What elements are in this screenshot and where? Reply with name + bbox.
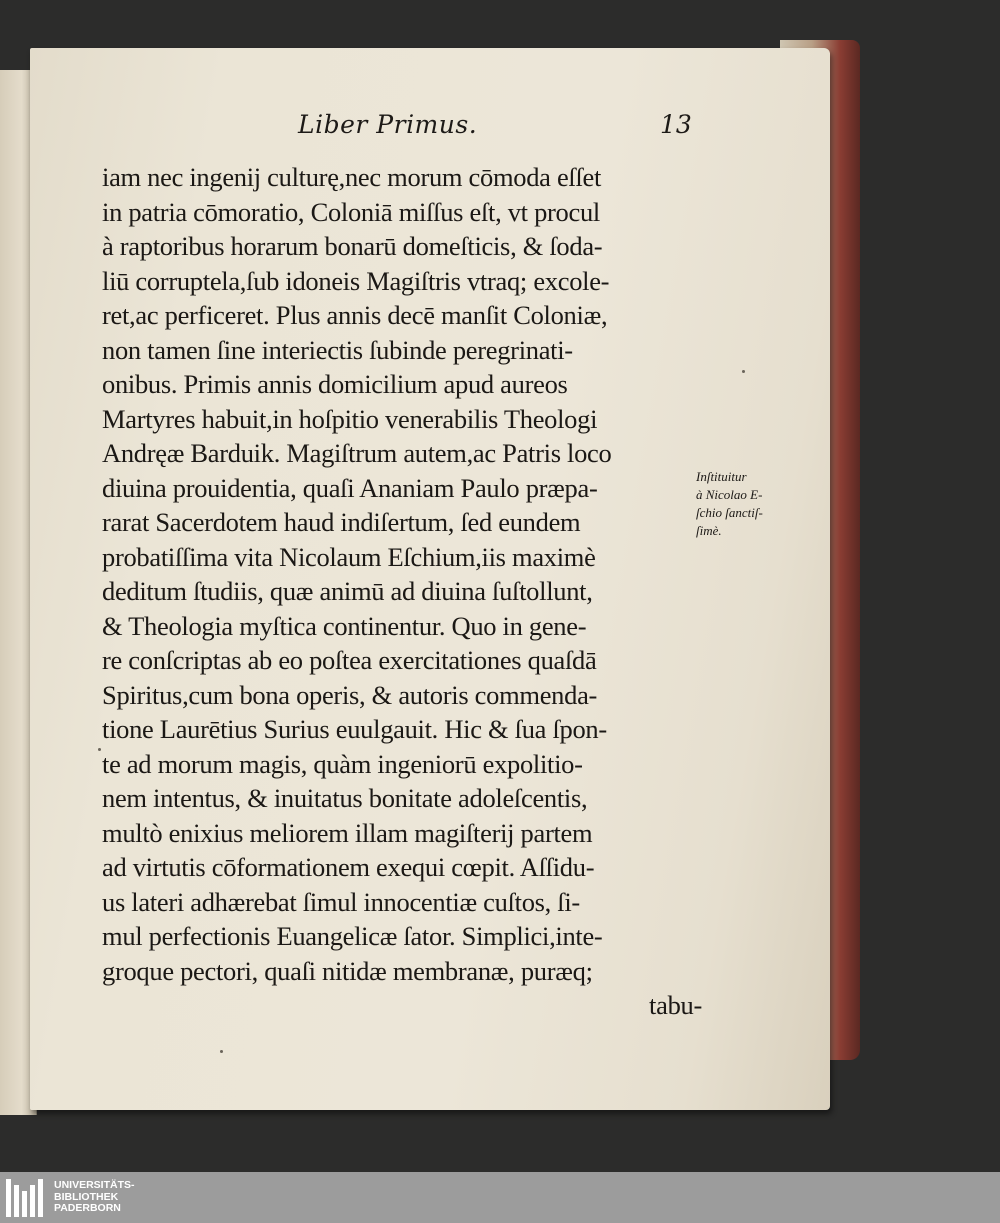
text-line: non tamen ſine interiectis ſubinde peregrinati- <box>102 334 573 365</box>
marginal-note-line: ſchio ſanctiſ- <box>696 505 763 520</box>
book-page <box>30 48 830 1110</box>
text-line: te ad morum magis, quàm ingeniorū expolitio- <box>102 748 583 779</box>
text-line: iam nec ingenij culturę,nec morum cōmoda eſſet <box>102 162 602 192</box>
paper-speck <box>98 748 101 751</box>
text-line: diuina prouidentia, quaſi Ananiam Paulo præpa- <box>102 472 598 503</box>
running-head-title: Liber Primus. <box>298 110 478 139</box>
marginal-note-line: à Nicolao E- <box>696 487 763 502</box>
marginal-note <box>696 468 806 540</box>
text-line: groque pectori, quaſi nitidæ membranæ, puræq; <box>102 955 593 986</box>
marginal-note-line: Inſtituitur <box>696 469 747 484</box>
text-line: us lateri adhærebat ſimul innocentiæ cuſtos, ſi- <box>102 886 580 917</box>
text-line: rarat Sacerdotem haud indiſertum, ſed eundem <box>102 507 581 537</box>
body-text <box>102 160 702 1023</box>
text-line: probatiſſima vita Nicolaum Eſchium,iis maximè <box>102 541 596 572</box>
text-line: Andręæ Barduik. Magiſtrum autem,ac Patris loco <box>102 438 612 468</box>
text-line: mul perfectionis Euangelicæ ſator. Simplici,inte- <box>102 921 603 951</box>
text-line: re conſcriptas ab eo poſtea exercitationes quaſdā <box>102 645 597 675</box>
text-line: liū corruptela,ſub idoneis Magiſtris vtraq; excole- <box>102 265 610 296</box>
paper-speck <box>742 370 745 373</box>
text-line: à raptoribus horarum bonarū domeſticis, & ſoda- <box>102 231 603 261</box>
library-name-line: PADERBORN <box>54 1202 121 1214</box>
running-head <box>30 108 830 148</box>
text-line: ret,ac perficeret. Plus annis decē manſit Coloniæ, <box>102 300 608 330</box>
library-logo <box>6 1179 46 1217</box>
text-line: deditum ſtudiis, quæ animū ad diuina ſuſtollunt, <box>102 576 593 606</box>
text-line: tione Laurētius Surius euulgauit. Hic & ſua ſpon- <box>102 714 607 744</box>
text-line: in patria cōmoratio, Coloniā miſſus eſt, vt procul <box>102 196 600 227</box>
page-number: 13 <box>660 110 692 139</box>
library-name <box>54 1180 135 1215</box>
text-line: multò enixius meliorem illam magiſterij partem <box>102 817 593 848</box>
text-line: ad virtutis cōformationem exequi cœpit. Aſſidu- <box>102 852 595 882</box>
text-line: & Theologia myſtica continentur. Quo in gene- <box>102 610 587 641</box>
marginal-note-line: ſimè. <box>696 523 722 538</box>
text-line: Spiritus,cum bona operis, & autoris commenda- <box>102 679 598 710</box>
library-name-line: BIBLIOTHEK <box>54 1190 119 1203</box>
text-line: Martyres habuit,in hoſpitio venerabilis Theologi <box>102 403 598 434</box>
text-line: nem intentus, & inuitatus bonitate adoleſcentis, <box>102 783 588 813</box>
library-footer <box>0 1172 1000 1223</box>
library-name-line: UNIVERSITÄTS- <box>54 1179 135 1191</box>
catchword: tabu- <box>649 990 702 1020</box>
text-line: onibus. Primis annis domicilium apud aureos <box>102 369 568 399</box>
paper-speck <box>220 1050 223 1053</box>
